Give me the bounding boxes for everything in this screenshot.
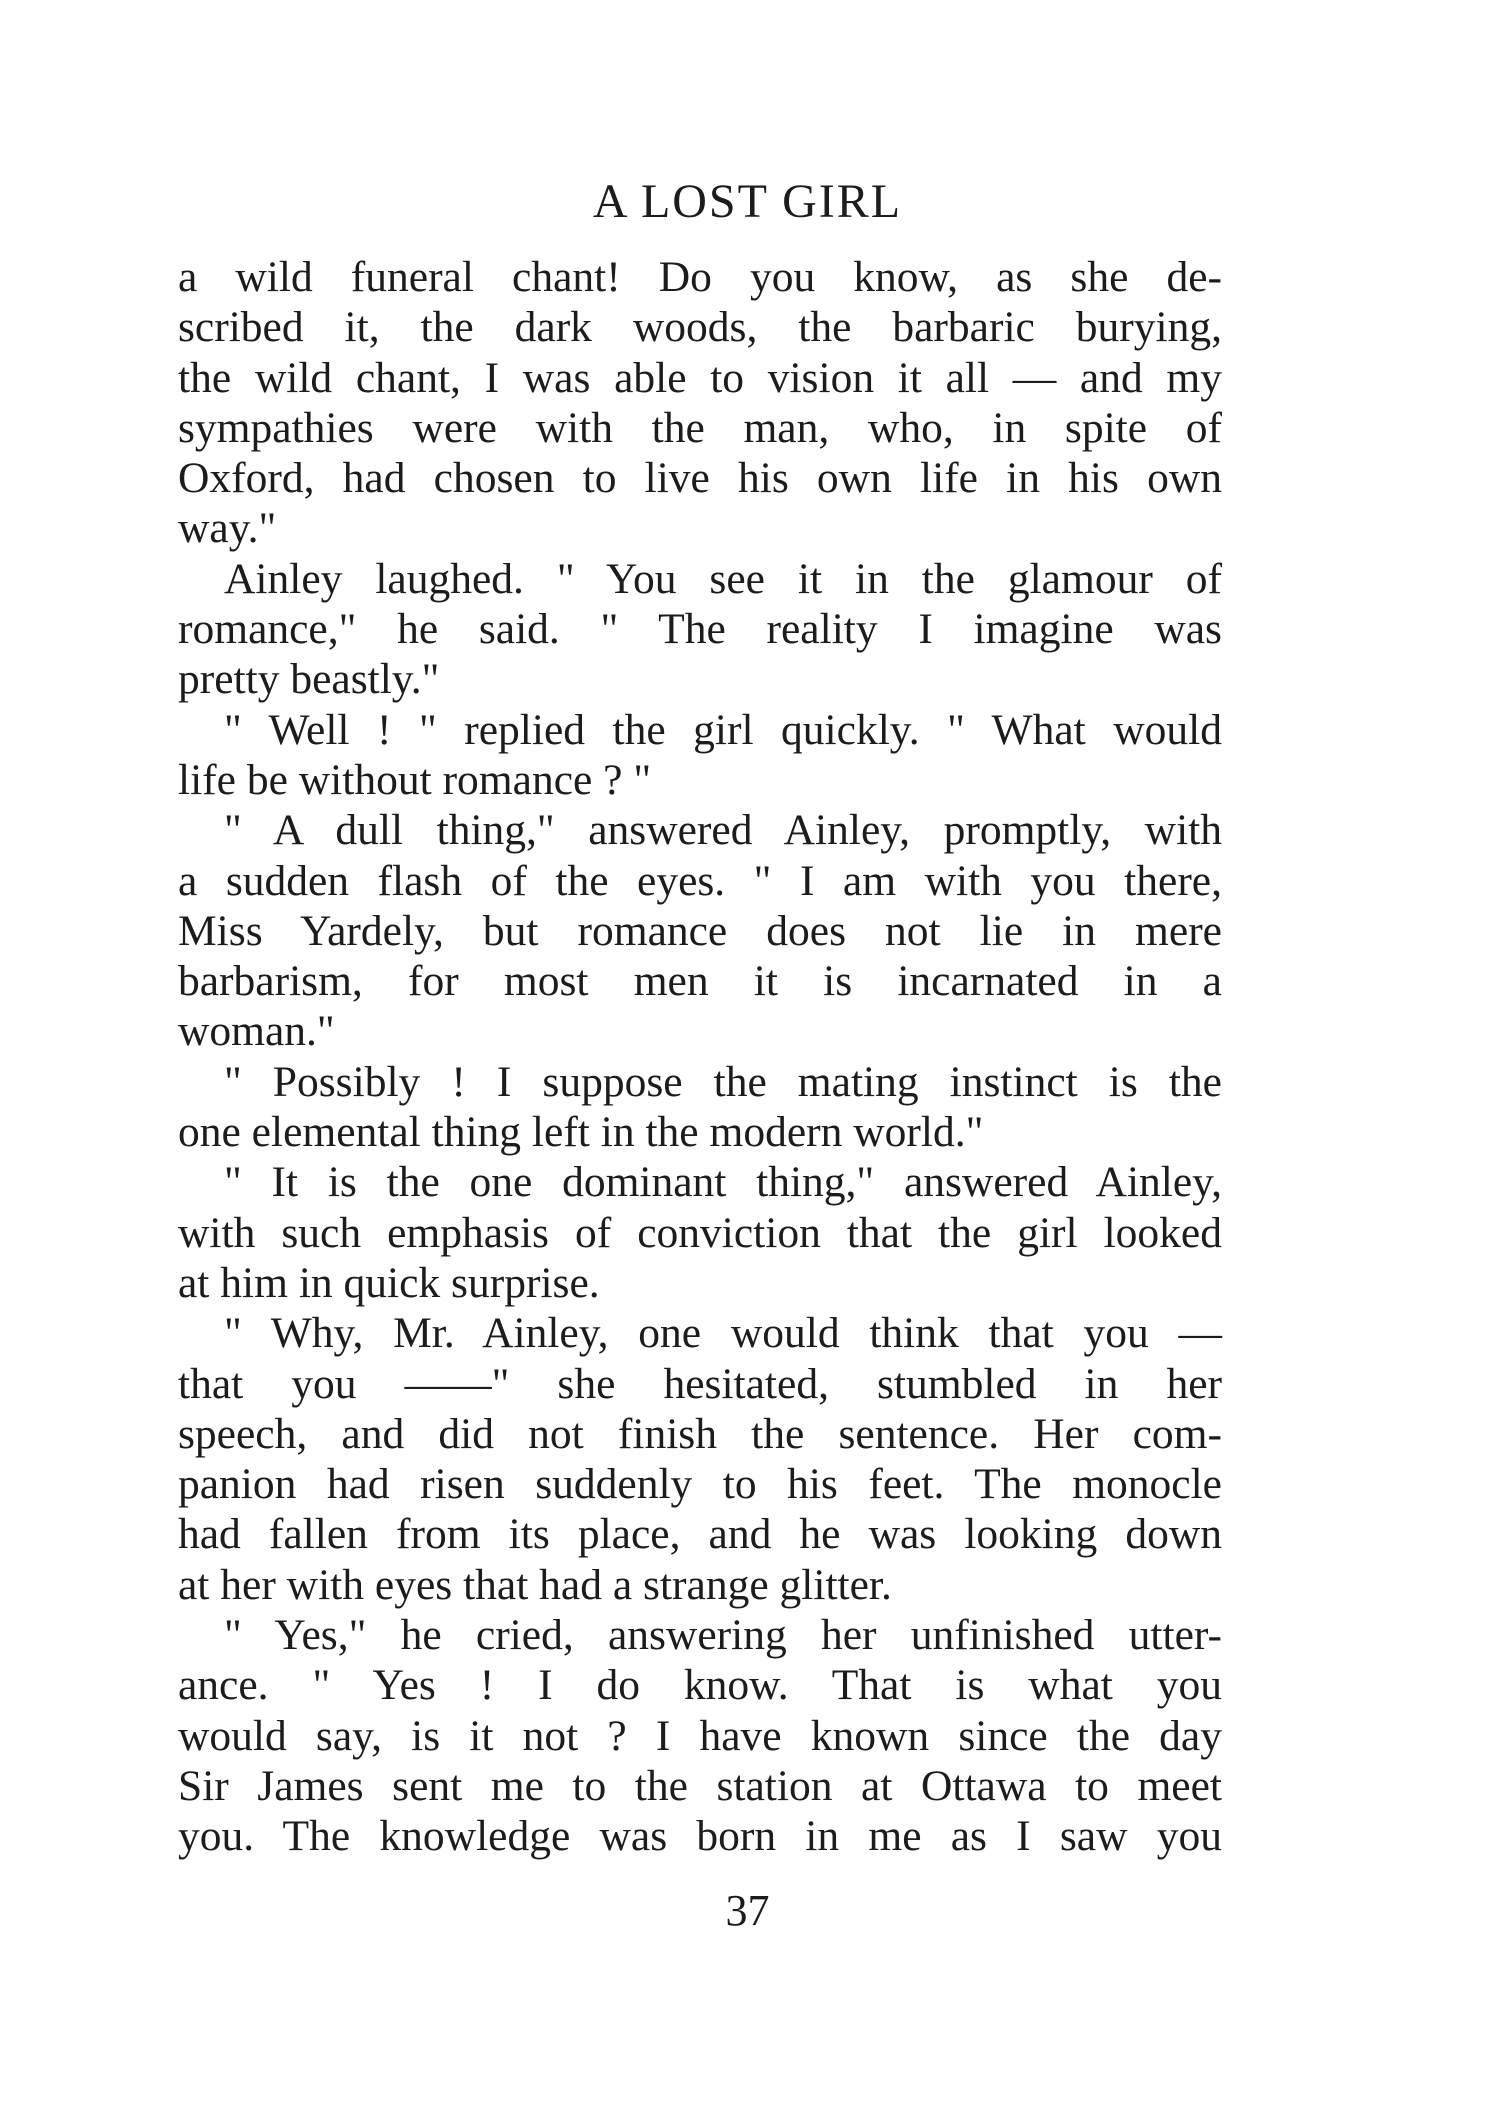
text-line: scribed it, the dark woods, the barbaric burying, [178, 303, 1222, 352]
text-line: " Why, Mr. Ainley, one would think that you — [224, 1309, 1222, 1358]
text-line: Sir James sent me to the station at Ottawa to meet [178, 1761, 1222, 1810]
text-line: romance," he said. " The reality I imagine was [178, 605, 1222, 654]
text-line: " Possibly ! I suppose the mating instinct is the [224, 1057, 1222, 1106]
text-line: speech, and did not finish the sentence. Her com- [178, 1409, 1222, 1458]
text-line: way." [178, 504, 277, 553]
page-number: 37 [725, 1886, 770, 1935]
text-line: had fallen from its place, and he was looking down [178, 1510, 1222, 1559]
text-line: ance. " Yes ! I do know. That is what you [178, 1661, 1222, 1710]
text-line: one elemental thing left in the modern world." [178, 1108, 984, 1157]
text-line: " Well ! " replied the girl quickly. " What would [224, 705, 1222, 754]
text-line: the wild chant, I was able to vision it all — and my [178, 353, 1222, 402]
body-text [178, 252, 1222, 1862]
text-line: sympathies were with the man, who, in spite of [178, 403, 1222, 452]
text-line: would say, is it not ? I have known since the day [178, 1711, 1222, 1760]
text-line: pretty beastly." [178, 655, 440, 704]
text-line: barbarism, for most men it is incarnated in a [178, 957, 1222, 1006]
text-line: at her with eyes that had a strange glitter. [178, 1560, 892, 1609]
text-line: Oxford, had chosen to live his own life in his own [178, 454, 1222, 503]
text-line: panion had risen suddenly to his feet. The monocle [178, 1460, 1222, 1509]
text-line: " A dull thing," answered Ainley, promptly, with [224, 806, 1222, 855]
text-line: at him in quick surprise. [178, 1258, 600, 1307]
text-line: Miss Yardely, but romance does not lie in mere [178, 906, 1222, 955]
text-line: woman." [178, 1007, 335, 1056]
text-line: that you ——" she hesitated, stumbled in her [178, 1359, 1222, 1408]
text-line: Ainley laughed. " You see it in the glamour of [224, 554, 1222, 603]
text-line: " Yes," he cried, answering her unfinished utter- [224, 1611, 1222, 1660]
text-line: " It is the one dominant thing," answered Ainley, [224, 1158, 1222, 1207]
running-head: A LOST GIRL [592, 175, 903, 228]
text-line: a wild funeral chant! Do you know, as she de- [178, 253, 1222, 301]
text-line: a sudden flash of the eyes. " I am with you there, [178, 856, 1222, 905]
text-line: life be without romance ? " [178, 755, 652, 804]
text-line: with such emphasis of conviction that the girl looked [178, 1208, 1222, 1257]
text-line: you. The knowledge was born in me as I saw you [178, 1812, 1222, 1861]
